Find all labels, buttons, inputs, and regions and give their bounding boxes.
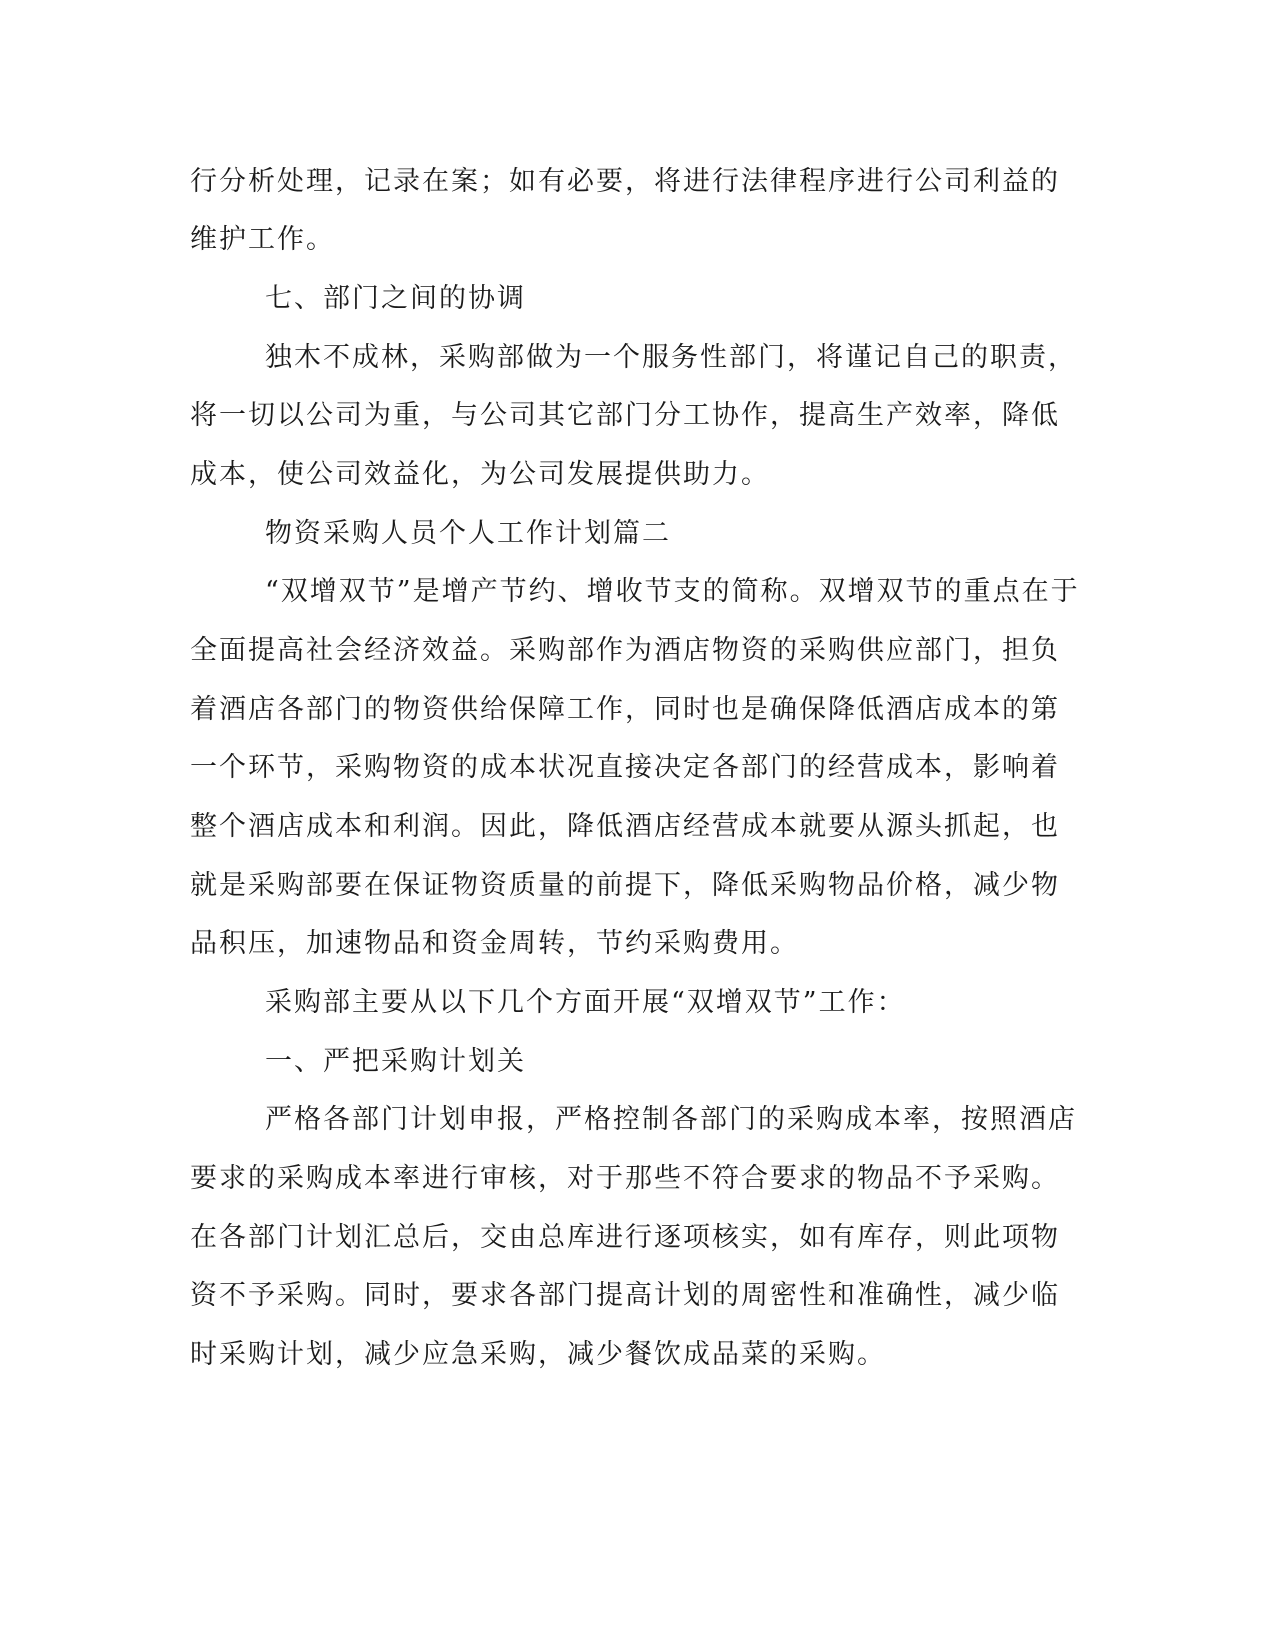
text-line-20: 资不予采购。同时，要求各部门提高计划的周密性和准确性，减少临 <box>190 1280 1060 1311</box>
article-title: 物资采购人员个人工作计划篇二 <box>265 518 671 549</box>
text-line-17: 严格各部门计划申报，严格控制各部门的采购成本率，按照酒店 <box>265 1104 1077 1135</box>
section-heading-1: 一、严把采购计划关 <box>265 1046 526 1077</box>
text-line-21: 时采购计划，减少应急采购，减少餐饮成品菜的采购。 <box>190 1339 886 1370</box>
text-line-19: 在各部门计划汇总后，交由总库进行逐项核实，如有库存，则此项物 <box>190 1222 1060 1253</box>
text-line-10: 着酒店各部门的物资供给保障工作，同时也是确保降低酒店成本的第 <box>190 694 1060 725</box>
text-line-4: 独木不成林，采购部做为一个服务性部门，将谨记自己的职责， <box>265 342 1077 373</box>
text-line-18: 要求的采购成本率进行审核，对于那些不符合要求的物品不予采购。 <box>190 1163 1060 1194</box>
text-line-5: 将一切以公司为重，与公司其它部门分工协作，提高生产效率，降低 <box>190 400 1060 431</box>
text-line-13: 就是采购部要在保证物资质量的前提下，降低采购物品价格，减少物 <box>190 870 1060 901</box>
text-line-1: 行分析处理，记录在案；如有必要，将进行法律程序进行公司利益的 <box>190 166 1060 197</box>
text-line-12: 整个酒店成本和利润。因此，降低酒店经营成本就要从源头抓起，也 <box>190 811 1060 842</box>
text-line-6: 成本，使公司效益化，为公司发展提供助力。 <box>190 459 770 490</box>
text-line-8: “双增双节”是增产节约、增收节支的简称。双增双节的重点在于 <box>265 576 1080 607</box>
text-line-11: 一个环节，采购物资的成本状况直接决定各部门的经营成本，影响着 <box>190 752 1060 783</box>
section-heading-7: 七、部门之间的协调 <box>265 283 526 314</box>
text-line-2: 维护工作。 <box>190 224 335 255</box>
text-line-14: 品积压，加速物品和资金周转，节约采购费用。 <box>190 928 799 959</box>
text-line-9: 全面提高社会经济效益。采购部作为酒店物资的采购供应部门，担负 <box>190 635 1060 666</box>
text-line-15: 采购部主要从以下几个方面开展“双增双节”工作： <box>265 987 906 1018</box>
